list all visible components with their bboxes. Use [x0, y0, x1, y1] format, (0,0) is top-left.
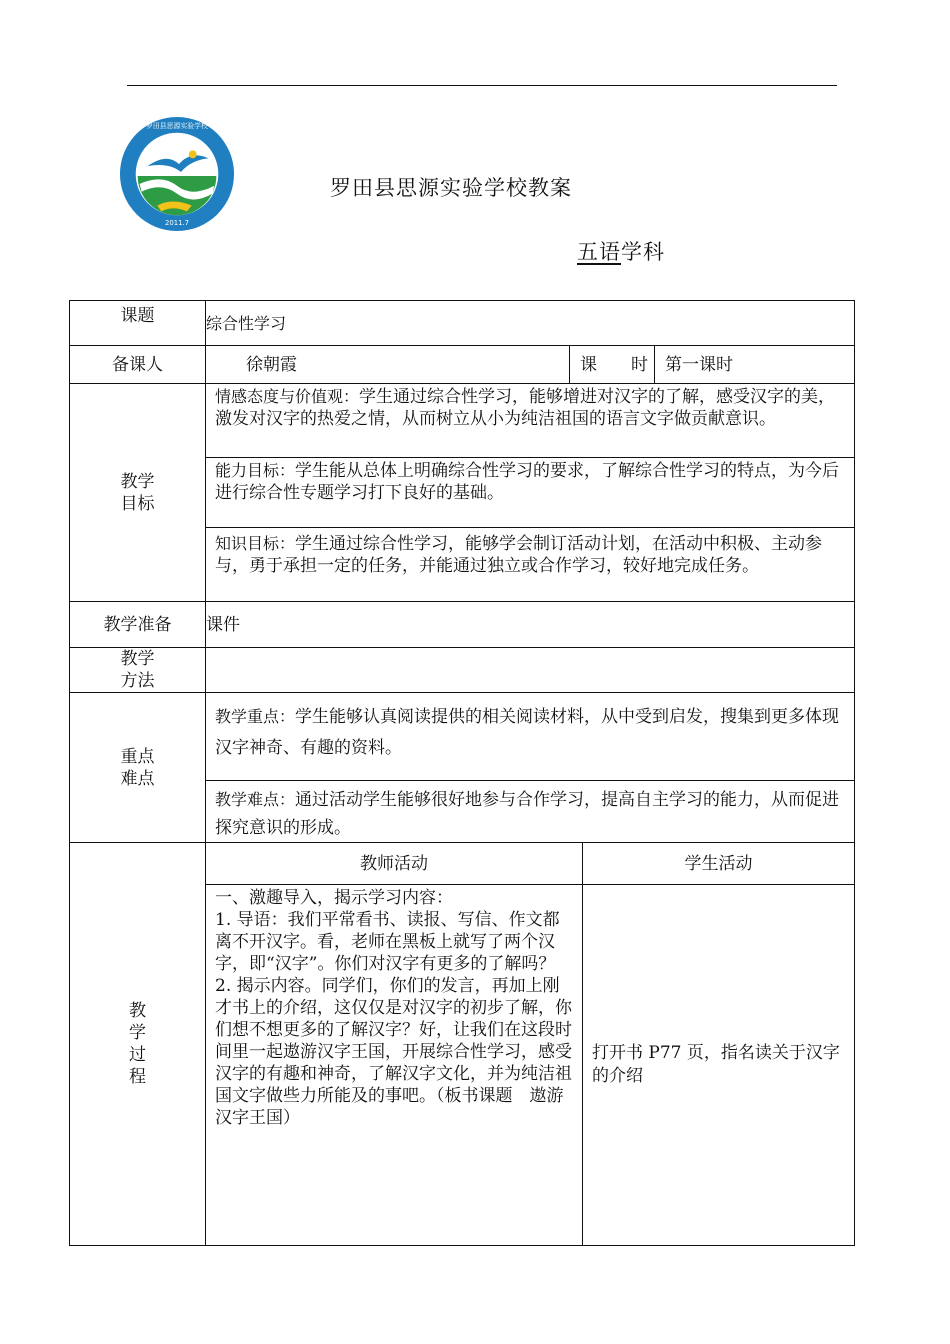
method-label [70, 648, 206, 693]
method-label-line2: 方法 [120, 671, 155, 691]
key-point-text: 学生能够认真阅读提供的相关阅读材料，从中受到启发，搜集到更多体现汉字神奇、有趣的资料。 [215, 707, 840, 758]
objectives-label-line1: 教学 [120, 471, 155, 492]
teacher-activity [206, 885, 583, 1246]
objective-ability [206, 458, 855, 528]
key-point-lead: 教学重点： [215, 707, 296, 726]
objective-emotion-text: 学生通过综合性学习，能够增进对汉字的了解，感受汉字的美，激发对汉字的热爱之情，从而树立从小为纯洁祖国的语言文字做贡献意识。 [215, 387, 836, 429]
process-label-char-3: 过 [129, 1045, 146, 1065]
svg-text:罗田县思源实验学校: 罗田县思源实验学校 [146, 121, 208, 130]
keypoints-label-line2: 难点 [120, 768, 155, 789]
row-method [70, 648, 855, 693]
preparation-label: 教学准备 [70, 602, 206, 648]
topic-label: 课题 [70, 301, 206, 346]
objectives-label [70, 384, 206, 602]
row-preparer [70, 346, 855, 384]
row-key-point [70, 693, 855, 781]
objectives-label-line2: 目标 [120, 493, 155, 514]
subject-name: 五语 [577, 240, 621, 264]
objective-emotion-lead: 情感态度与价值观： [215, 387, 360, 406]
teacher-line-3: 2. 揭示内容。同学们，你们的发言，再加上刚才书上的介绍，这仅仅是对汉字的初步了解，你们想不想更多的了解汉字？好，让我们在这段时间里一起遨游汉字王国，开展综合性学习，感受汉字的有趣和神奇，了解汉字文化，并为纯洁祖国文字做些力所能及的事吧。（板书课题 遨游汉字王国） [215, 976, 572, 1128]
teacher-line-2: 1. 导语：我们平常看书、读报、写信、作文都离不开汉字。看，老师在黑板上就写了两个汉字，即“汉字”。你们对汉字有更多的了解吗？ [215, 910, 560, 974]
process-label-char-2: 学 [129, 1023, 146, 1043]
preparer-value: 徐朝霞 [206, 346, 570, 384]
student-activity-header: 学生活动 [583, 843, 855, 885]
row-process-header [70, 843, 855, 885]
period-value: 第一课时 [655, 346, 855, 384]
period-label: 课 时 [570, 346, 655, 384]
objective-ability-lead: 能力目标： [215, 461, 296, 480]
svg-text:2011.7: 2011.7 [164, 219, 190, 228]
process-label-char-4: 程 [129, 1067, 146, 1087]
method-label-line1: 教学 [120, 649, 155, 669]
row-topic [70, 301, 855, 346]
process-label [70, 843, 206, 1246]
objective-ability-text: 学生能从总体上明确综合性学习的要求，了解综合性学习的特点，为今后进行综合性专题学习打下良好的基础。 [215, 461, 840, 503]
preparer-label: 备课人 [70, 346, 206, 384]
objective-knowledge-text: 学生通过综合性学习，能够学会制订活动计划，在活动中积极、主动参与，勇于承担一定的任务，并能通过独立或合作学习，较好地完成任务。 [215, 534, 823, 576]
difficulty-text: 通过活动学生能够很好地参与合作学习，提高自主学习的能力，从而促进探究意识的形成。 [215, 790, 840, 838]
school-title: 罗田县思源实验学校教案 [330, 176, 572, 200]
subject-suffix: 学科 [621, 240, 665, 264]
process-label-char-1: 教 [129, 1001, 146, 1021]
preparation-value: 课件 [206, 602, 855, 648]
row-preparation [70, 602, 855, 648]
student-activity: 打开书 P77 页，指名读关于汉字的介绍 [583, 885, 855, 1246]
teacher-line-1: 一、激趣导入，揭示学习内容： [215, 888, 453, 908]
objective-knowledge [206, 528, 855, 602]
topic-value: 综合性学习 [206, 301, 855, 346]
teacher-activity-header: 教师活动 [206, 843, 583, 885]
key-point [206, 693, 855, 781]
keypoints-label-line1: 重点 [120, 746, 155, 767]
objective-emotion [206, 384, 855, 458]
method-value [206, 648, 855, 693]
header-rule [127, 85, 837, 86]
subject-label [577, 236, 665, 266]
lesson-plan-table [69, 300, 855, 1246]
row-objective-1 [70, 384, 855, 458]
difficulty [206, 781, 855, 843]
objective-knowledge-lead: 知识目标： [215, 534, 296, 553]
keypoints-label [70, 693, 206, 843]
school-seal-logo [118, 115, 236, 233]
difficulty-lead: 教学难点： [215, 790, 296, 809]
